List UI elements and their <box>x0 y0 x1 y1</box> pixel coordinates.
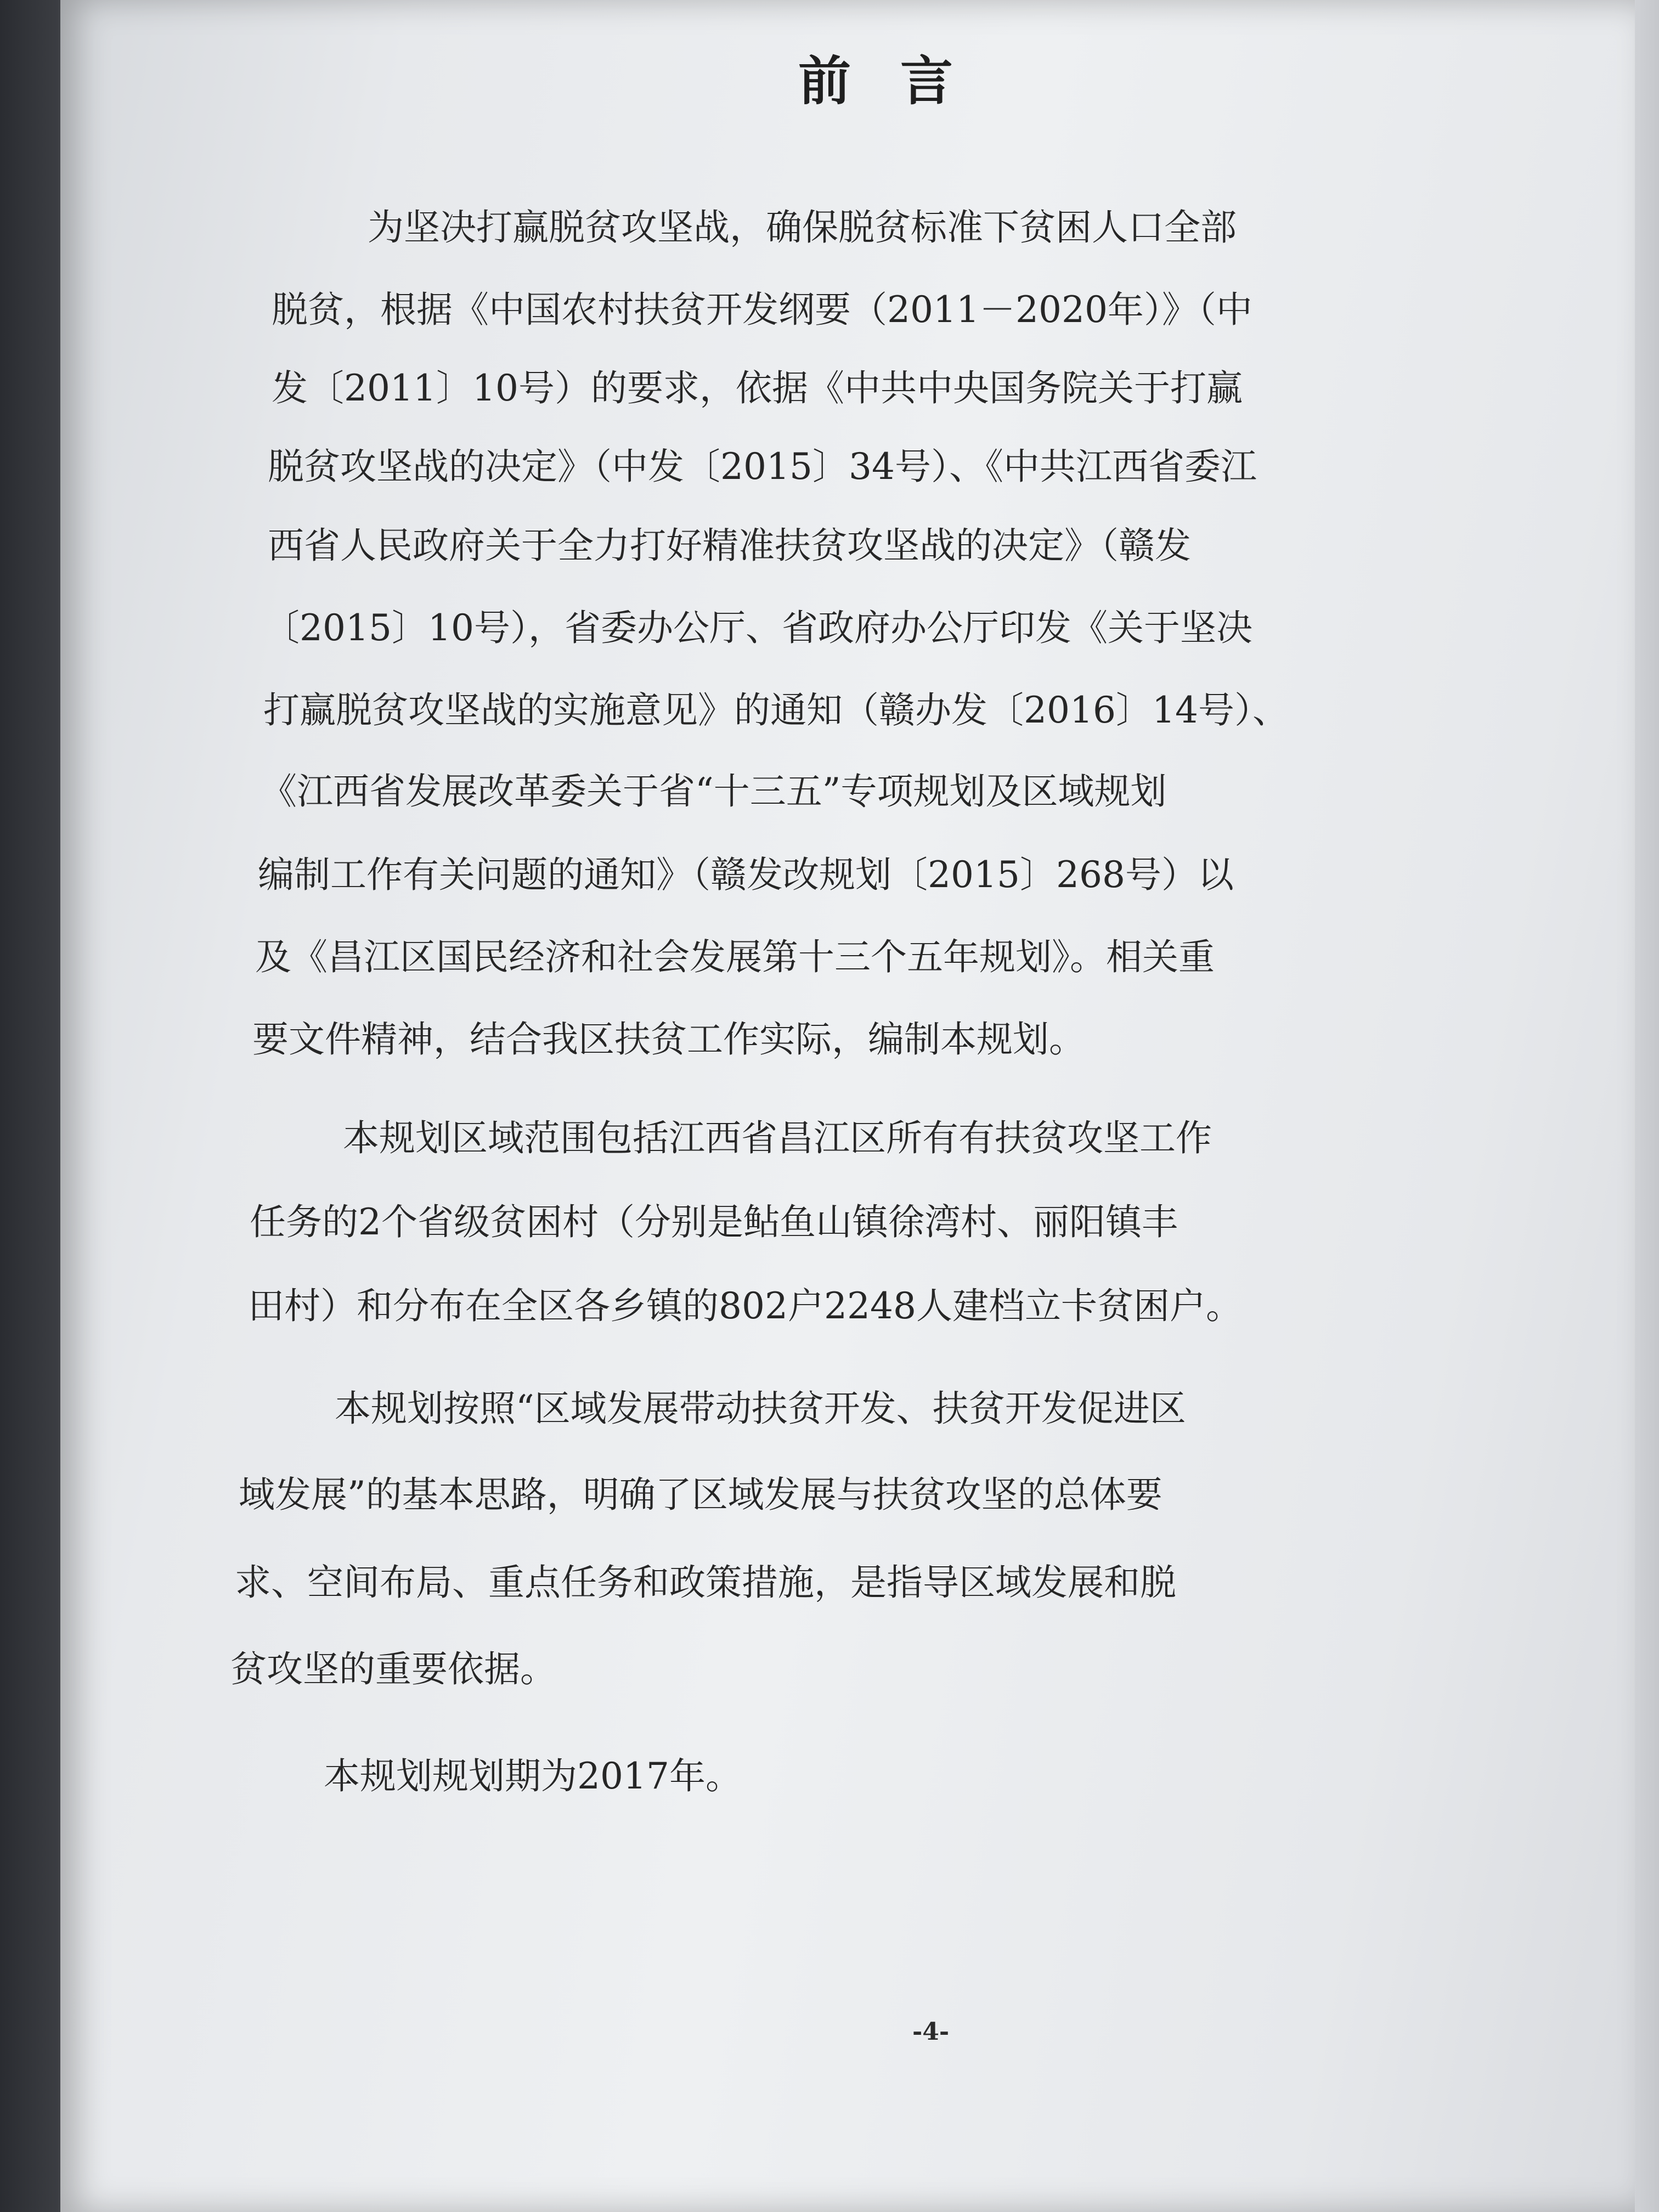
text-line: 任务的2个省级贫困村（分别是鲇鱼山镇徐湾村、丽阳镇丰 <box>250 1201 1178 1243</box>
text-line: 编制工作有关问题的通知》（赣发改规划〔2015〕268号）以 <box>258 854 1234 896</box>
text-line: 本规划按照“区域发展带动扶贫开发、扶贫开发促进区 <box>335 1387 1186 1430</box>
text-line: 域发展”的基本思路，明确了区域发展与扶贫攻坚的总体要 <box>239 1474 1163 1516</box>
text-line: 贫攻坚的重要依据。 <box>230 1648 556 1690</box>
text-line: 〔2015〕10号），省委办公厅、省政府办公厅印发《关于坚决 <box>263 607 1252 649</box>
page-title: 前言 <box>798 50 1002 112</box>
text-line: 发〔2011〕10号）的要求，依据《中共中央国务院关于打赢 <box>272 367 1243 409</box>
text-line: 及《昌江区国民经济和社会发展第十三个五年规划》。相关重 <box>255 936 1215 978</box>
document-page <box>60 0 1635 2212</box>
text-line: 脱贫攻坚战的决定》（中发〔2015〕34号）、《中共江西省委江 <box>268 445 1257 488</box>
text-line: 为坚决打赢脱贫攻坚战，确保脱贫标准下贫困人口全部 <box>368 206 1237 249</box>
page-number: -4- <box>912 2018 950 2046</box>
text-line: 田村）和分布在全区各乡镇的802户2248人建档立卡贫困户。 <box>248 1285 1242 1327</box>
text-line: 要文件精神，结合我区扶贫工作实际，编制本规划。 <box>252 1018 1085 1060</box>
text-line: 西省人民政府关于全力打好精准扶贫攻坚战的决定》（赣发 <box>268 524 1191 567</box>
text-line: 脱贫，根据《中国农村扶贫开发纲要（2011－2020年）》（中 <box>272 289 1252 331</box>
text-line: 本规划区域范围包括江西省昌江区所有有扶贫攻坚工作 <box>343 1117 1212 1159</box>
text-line: 打赢脱贫攻坚战的实施意见》的通知（赣办发〔2016〕14号）、 <box>263 689 1289 731</box>
text-line: 《江西省发展改革委关于省“十三五”专项规划及区域规划 <box>261 770 1167 812</box>
text-line: 本规划规划期为2017年。 <box>324 1755 742 1797</box>
text-line: 求、空间布局、重点任务和政策措施，是指导区域发展和脱 <box>235 1561 1176 1604</box>
